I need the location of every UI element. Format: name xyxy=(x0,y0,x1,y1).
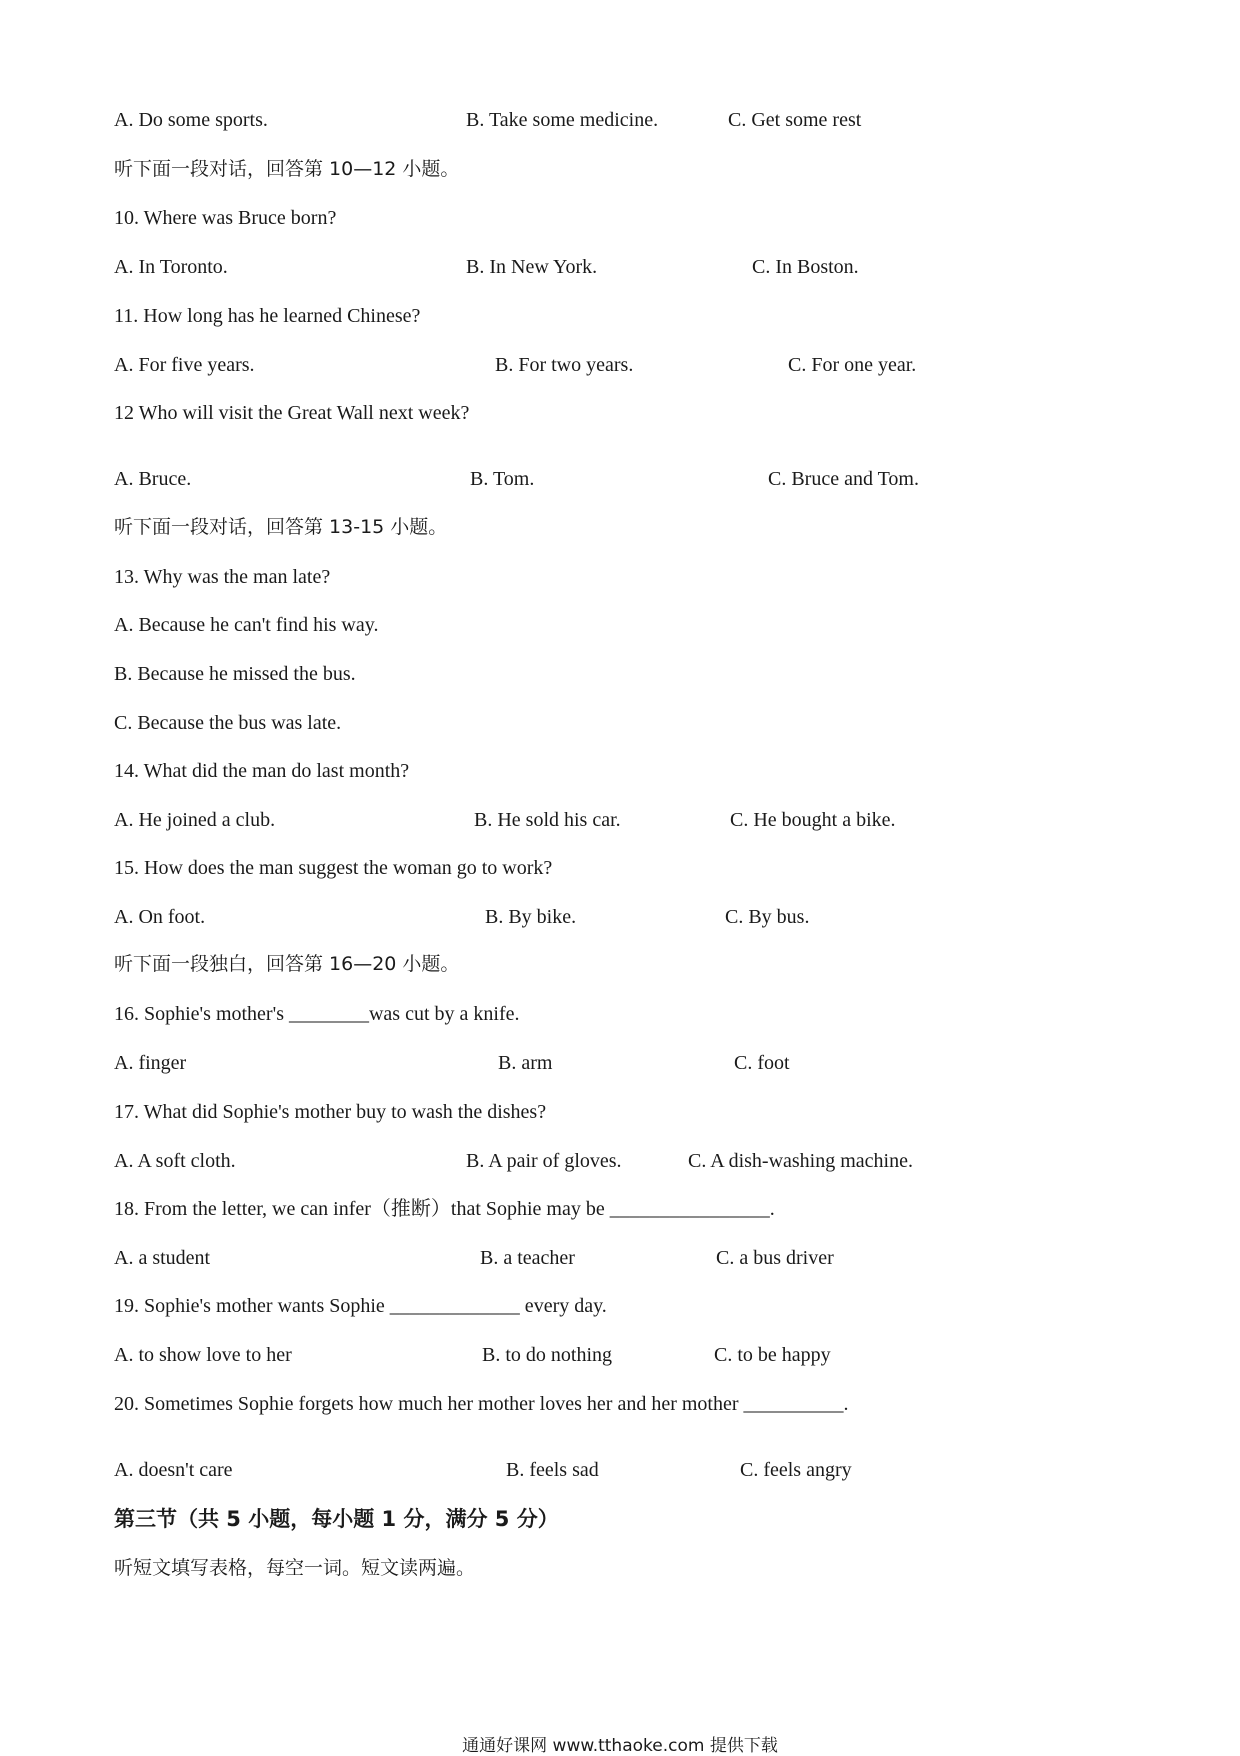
question-text: 14. What did the man do last month? xyxy=(114,760,410,782)
section-instruction: 听短文填写表格，每空一词。短文读两遍。 xyxy=(114,1557,476,1579)
option-c: C. to be happy xyxy=(714,1344,831,1366)
page-footer: 通通好课网 www.tthaoke.com 提供下载 xyxy=(462,1736,778,1756)
option-c: C. Bruce and Tom. xyxy=(768,468,919,490)
option-c: C. Because the bus was late. xyxy=(114,712,342,734)
option-b: B. For two years. xyxy=(495,354,634,376)
option-a: A. doesn't care xyxy=(114,1459,233,1481)
question-text: 19. Sophie's mother wants Sophie _____________ every day. xyxy=(114,1295,607,1317)
listening-instruction: 听下面一段对话，回答第 10—12 小题。 xyxy=(114,158,460,180)
question-text: 18. From the letter, we can infer（推断）that Sophie may be ________________. xyxy=(114,1198,775,1220)
option-b: B. arm xyxy=(498,1052,553,1074)
option-a: A. In Toronto. xyxy=(114,256,228,278)
option-c: C. In Boston. xyxy=(752,256,859,278)
question-text: 12 Who will visit the Great Wall next week? xyxy=(114,402,470,424)
question-text: 17. What did Sophie's mother buy to wash the dishes? xyxy=(114,1101,547,1123)
option-b: B. to do nothing xyxy=(482,1344,613,1366)
question-text: 20. Sometimes Sophie forgets how much her mother loves her and her mother __________. xyxy=(114,1393,849,1415)
section-heading: 第三节（共 5 小题，每小题 1 分，满分 5 分） xyxy=(114,1507,559,1531)
option-b: B. Tom. xyxy=(470,468,535,490)
option-a: A. For five years. xyxy=(114,354,255,376)
option-a: A. a student xyxy=(114,1247,211,1269)
option-a: A. Do some sports. xyxy=(114,109,268,131)
option-a: A. On foot. xyxy=(114,906,206,928)
question-text: 13. Why was the man late? xyxy=(114,566,331,588)
option-b: B. Take some medicine. xyxy=(466,109,659,131)
option-c: C. foot xyxy=(734,1052,790,1074)
option-a: A. A soft cloth. xyxy=(114,1150,236,1172)
option-c: C. A dish-washing machine. xyxy=(688,1150,913,1172)
option-a: A. Bruce. xyxy=(114,468,192,490)
question-text: 15. How does the man suggest the woman go to work? xyxy=(114,857,553,879)
option-b: B. In New York. xyxy=(466,256,598,278)
question-text: 11. How long has he learned Chinese? xyxy=(114,305,421,327)
option-b: B. A pair of gloves. xyxy=(466,1150,622,1172)
option-c: C. Get some rest xyxy=(728,109,862,131)
question-text: 16. Sophie's mother's ________was cut by a knife. xyxy=(114,1003,520,1025)
option-c: C. By bus. xyxy=(725,906,810,928)
option-a: A. finger xyxy=(114,1052,187,1074)
option-b: B. Because he missed the bus. xyxy=(114,663,356,685)
option-b: B. a teacher xyxy=(480,1247,575,1269)
option-a: A. He joined a club. xyxy=(114,809,276,831)
option-c: C. For one year. xyxy=(788,354,917,376)
listening-instruction: 听下面一段对话，回答第 13-15 小题。 xyxy=(114,516,448,538)
option-a: A. Because he can't find his way. xyxy=(114,614,379,636)
listening-instruction: 听下面一段独白，回答第 16—20 小题。 xyxy=(114,953,460,975)
option-c: C. feels angry xyxy=(740,1459,852,1481)
option-b: B. He sold his car. xyxy=(474,809,621,831)
option-b: B. By bike. xyxy=(485,906,577,928)
option-b: B. feels sad xyxy=(506,1459,599,1481)
option-c: C. a bus driver xyxy=(716,1247,834,1269)
option-c: C. He bought a bike. xyxy=(730,809,896,831)
option-a: A. to show love to her xyxy=(114,1344,292,1366)
question-text: 10. Where was Bruce born? xyxy=(114,207,337,229)
